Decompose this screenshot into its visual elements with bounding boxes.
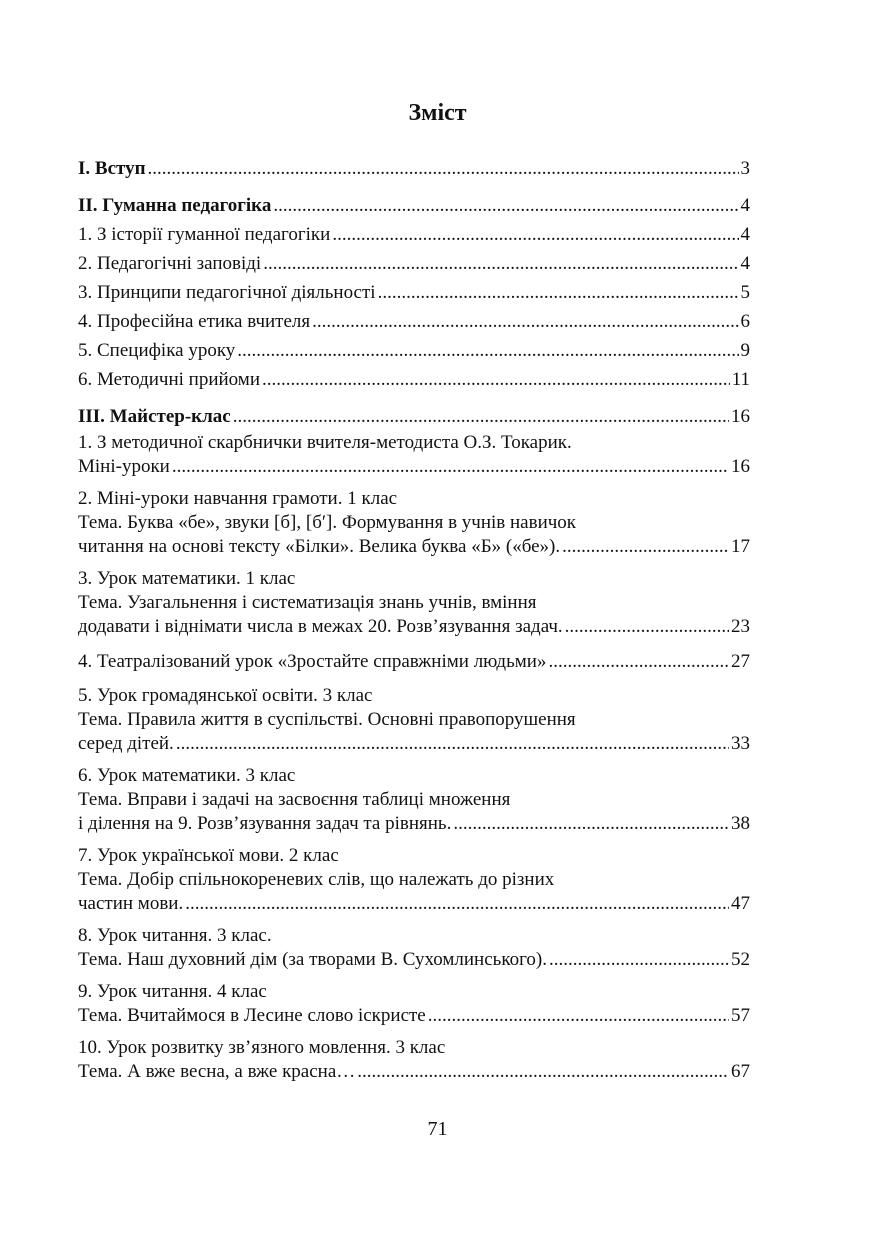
toc-entry-heading: 10. Урок розвитку зв’язного мовлення. 3 клас (78, 1037, 446, 1058)
toc-entry-page: 16 (731, 406, 750, 427)
toc-entry-title: частин мови. (78, 893, 184, 914)
toc-entry-page: 9 (740, 340, 750, 361)
toc-entry-title: 6. Методичні прийоми (78, 369, 261, 390)
toc-entry-page: 47 (731, 893, 750, 914)
toc-entry-heading: 2. Міні-уроки навчання грамоти. 1 клас (78, 488, 398, 509)
toc-entry-heading: 5. Урок громадянської освіти. 3 клас (78, 685, 373, 706)
toc-entry-heading: 3. Урок математики. 1 клас (78, 568, 296, 589)
toc-entry-heading: 7. Урок української мови. 2 клас (78, 845, 339, 866)
toc-entry-topic: Тема. Добір спільнокореневих слів, що належать до різних (78, 869, 555, 890)
toc-entry-page: 17 (731, 536, 750, 557)
toc-entry (78, 307, 750, 336)
toc-entry-heading: 9. Урок читання. 4 клас (78, 981, 267, 1002)
toc-entry (78, 220, 750, 249)
toc-entry (78, 191, 750, 220)
toc-entry-topic: Тема. Узагальнення і систематизація знань учнів, вміння (78, 592, 537, 613)
toc-entry-title: 2. Педагогічні заповіді (78, 253, 262, 274)
toc-entry-page: 23 (731, 616, 750, 637)
toc-entry-page: 52 (731, 949, 750, 970)
toc-entry (78, 278, 750, 307)
page-title: Зміст (408, 100, 467, 126)
toc-entry (78, 487, 750, 559)
toc-entry-page: 11 (731, 369, 750, 390)
toc-entry-title: 4. Професійна етика вчителя (78, 311, 311, 332)
toc-entry-title: Тема. А вже весна, а вже красна… (78, 1061, 356, 1082)
toc-entry-title: 5. Специфіка уроку (78, 340, 236, 361)
toc-entry (78, 336, 750, 365)
toc-entry (78, 684, 750, 756)
toc-entry-title: і ділення на 9. Розв’язування задач та рівнянь. (78, 813, 452, 834)
toc-entry-title: читання на основі тексту «Білки». Велика буква «Б» («бе»). (78, 536, 561, 557)
toc-entry-page: 4 (740, 224, 750, 245)
toc-entry-page: 4 (740, 195, 750, 216)
toc-entry (78, 844, 750, 916)
toc-entry-page: 6 (740, 311, 750, 332)
toc-entry-page: 4 (740, 253, 750, 274)
toc-entry-topic: Тема. Вправи і задачі на засвоєння таблиці множення (78, 789, 511, 810)
toc-entry-page: 67 (731, 1061, 750, 1082)
toc-entry-title: II. Гуманна педагогіка (78, 195, 272, 216)
toc-entry (78, 431, 750, 479)
page-number: 71 (427, 1118, 448, 1140)
toc-entry-title: III. Майстер-клас (78, 406, 231, 427)
toc-entry-title: Тема. Наш духовний дім (за творами В. Сухомлинського). (78, 949, 547, 970)
toc-entry-page: 3 (740, 158, 750, 179)
toc-entry (78, 1036, 750, 1084)
toc-entry-title: додавати і віднімати числа в межах 20. Розв’язування задач. (78, 616, 563, 637)
toc-entry (78, 567, 750, 639)
toc-entry-page: 33 (731, 733, 750, 754)
toc-entry (78, 365, 750, 394)
toc-entry-heading: 6. Урок математики. 3 клас (78, 765, 296, 786)
toc-entry-topic: Тема. Правила життя в суспільстві. Основні правопорушення (78, 709, 576, 730)
toc-entry (78, 764, 750, 836)
toc-entry-page: 5 (740, 282, 750, 303)
toc-entry-title: Тема. Вчитаймося в Лесине слово іскристе (78, 1005, 426, 1026)
toc-entry (78, 980, 750, 1028)
toc-entry-topic: Тема. Буква «бе», звуки [б], [б′]. Формування в учнів навичок (78, 512, 577, 533)
toc-entry-title: Міні-уроки (78, 456, 170, 477)
toc-entry (78, 647, 750, 676)
toc-entry (78, 924, 750, 972)
toc-entry-title: I. Вступ (78, 158, 146, 179)
toc-entry (78, 249, 750, 278)
toc-entry-heading: 1. З методичної скарбнички вчителя-методиста О.З. Токарик. (78, 432, 572, 453)
toc-entry-page: 57 (731, 1005, 750, 1026)
toc-entry-title: 3. Принципи педагогічної діяльності (78, 282, 376, 303)
toc-entry-page: 38 (731, 813, 750, 834)
toc-entry-page: 27 (731, 651, 750, 672)
toc-entry (78, 402, 750, 431)
toc-entry-title: 4. Театралізований урок «Зростайте справжніми людьми» (78, 651, 547, 672)
toc-entry-heading: 8. Урок читання. 3 клас. (78, 925, 272, 946)
table-of-contents (78, 154, 750, 1084)
toc-entry-title: серед дітей. (78, 733, 174, 754)
toc-entry (78, 154, 750, 183)
toc-entry-page: 16 (731, 456, 750, 477)
toc-entry-title: 1. З історії гуманної педагогіки (78, 224, 331, 245)
